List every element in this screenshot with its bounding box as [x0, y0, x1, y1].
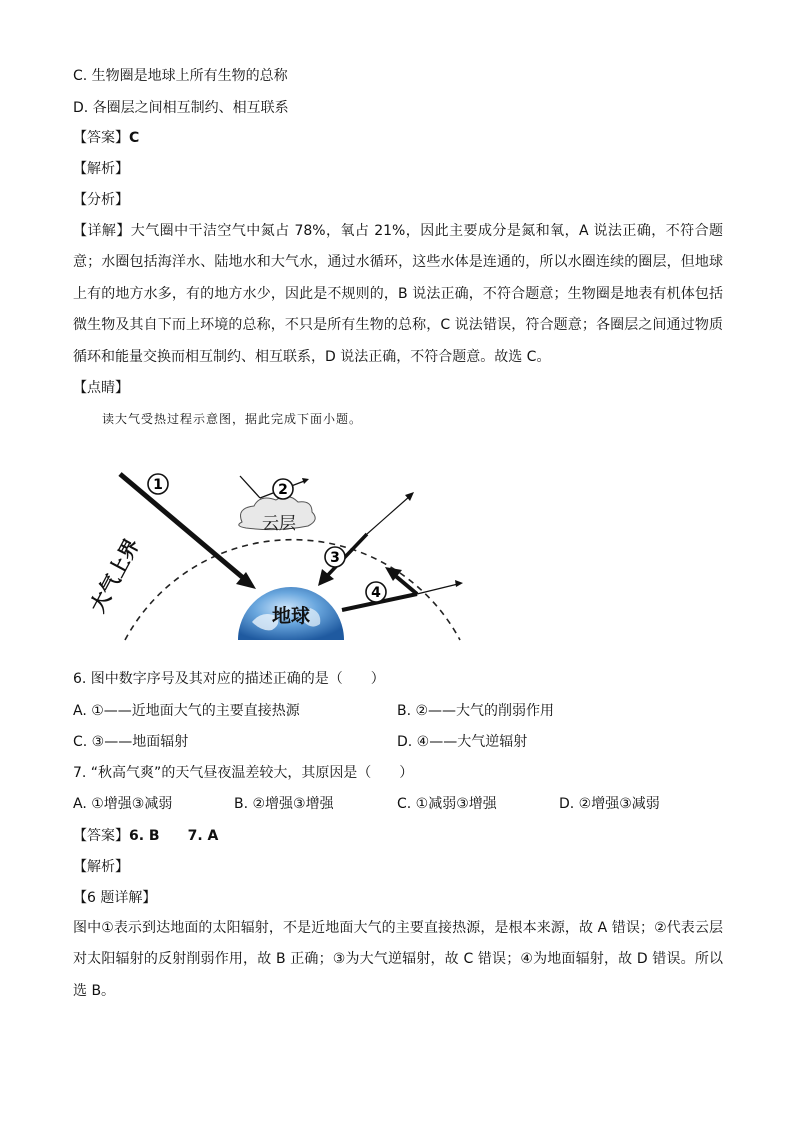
q6-option-b: B. ②——大气的削弱作用 — [397, 703, 555, 719]
marker-3 — [325, 547, 345, 567]
q7-option-a: A. ①增强③减弱 — [73, 796, 173, 812]
atmosphere-top-label: 大气上界 — [86, 535, 144, 617]
svg-text:3: 3 — [330, 550, 340, 566]
answer-line-q5 — [73, 128, 139, 148]
q6-detail-paragraph: 图中①表示到达地面的太阳辐射，不是近地面大气的主要直接热源，是根本来源，故 A 错误；②代表云层对太阳辐射的反射削弱作用，故 B 正确；③为大气逆辐射，故 C 错误；④为地面辐射，故 D 错误。所以选 B。 — [73, 920, 723, 999]
q6-option-c: C. ③——地面辐射 — [73, 734, 189, 750]
option-d-previous: D. 各圈层之间相互制约、相互联系 — [73, 100, 289, 116]
q6-option-d: D. ④——大气逆辐射 — [397, 734, 528, 750]
atmosphere-heating-diagram — [80, 462, 480, 647]
question-7-stem: 7. “秋高气爽”的天气昼夜温差较大，其原因是（ ） — [73, 765, 414, 781]
analysis-label-2: 【解析】 — [73, 859, 129, 875]
question-6-stem: 6. 图中数字序号及其对应的描述正确的是（ ） — [73, 671, 385, 687]
svg-text:2: 2 — [278, 482, 288, 498]
cloud-label: 云层 — [262, 514, 296, 533]
answer-value-2: 6. B 7. A — [129, 828, 219, 844]
analysis-label: 【解析】 — [73, 161, 129, 177]
q7-option-b: B. ②增强③增强 — [234, 796, 334, 812]
detail-label: 【详解】 — [73, 223, 131, 239]
figure-caption: 读大气受热过程示意图，据此完成下面小题。 — [102, 412, 363, 426]
dianjing-label: 【点睛】 — [73, 380, 129, 396]
svg-text:1: 1 — [153, 477, 163, 493]
marker-2 — [273, 479, 293, 499]
q6-option-a: A. ①——近地面大气的主要直接热源 — [73, 703, 300, 719]
answer-value: C — [129, 130, 140, 146]
detail-text: 大气圈中干洁空气中氮占 78%，氧占 21%，因此主要成分是氮和氧，A 说法正确，不符合题意；水圈包括海洋水、陆地水和大气水，通过水循环，这些水体是连通的，所以水圈连续的圈层，但地球上有的地方水多，有的地方水少，因此是不规则的，B 说法正确，不符合题意；生物圈是地表有机体包括微生物及其自下而上环境的总称，不只是所有生物的总称，C 说法错误，符合题意；各圈层之间通过物质循环和能量交换而相互制约、相互联系，D 说法正确，不符合题意。故选 C。 — [73, 223, 724, 365]
option-c-previous: C. 生物圈是地球上所有生物的总称 — [73, 68, 288, 84]
answer-label-2: 【答案】 — [73, 828, 129, 844]
answer-line-q6-q7 — [73, 826, 218, 846]
detail-paragraph-q5 — [73, 216, 723, 373]
marker-1 — [148, 474, 168, 494]
q7-option-d: D. ②增强③减弱 — [559, 796, 660, 812]
marker-4 — [366, 582, 386, 602]
answer-label: 【答案】 — [73, 130, 129, 146]
fenxi-label: 【分析】 — [73, 192, 129, 208]
svg-text:4: 4 — [371, 585, 381, 601]
q6-detail-label: 【6 题详解】 — [73, 890, 157, 906]
earth-label: 地球 — [271, 606, 311, 627]
arrow-4-ground-radiation — [342, 567, 463, 610]
q7-option-c: C. ①减弱③增强 — [397, 796, 497, 812]
